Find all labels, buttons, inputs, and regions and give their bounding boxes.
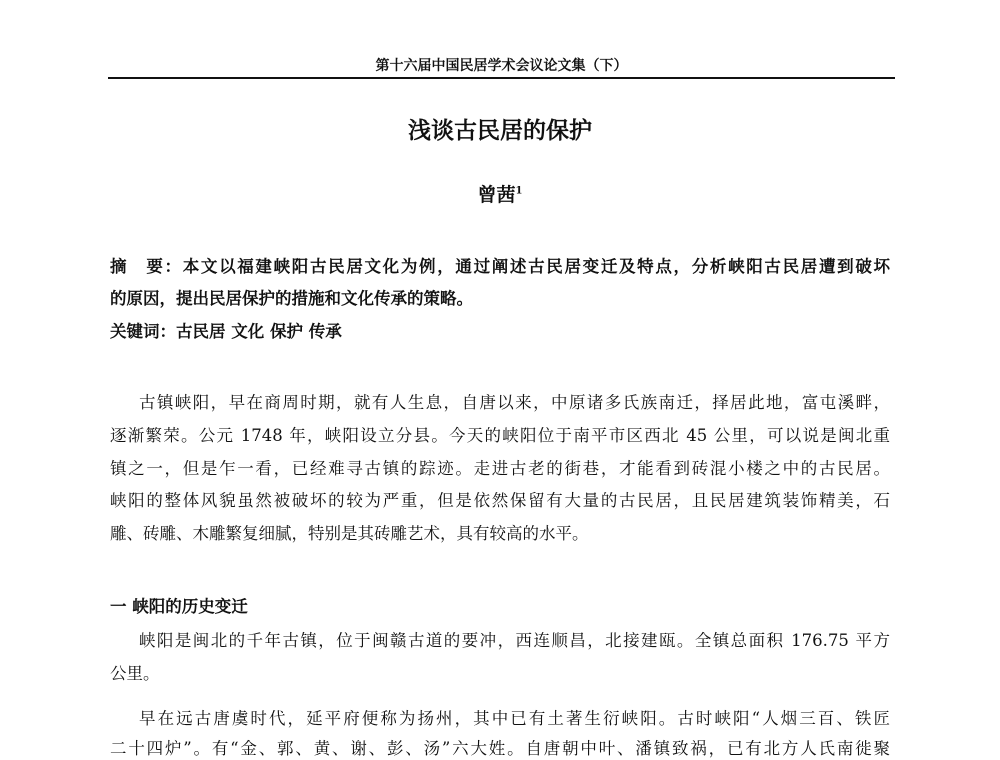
body-line: 早在远古唐虞时代，延平府便称为扬州，其中已有土著生衍峡阳。古时峡阳“人烟三百、铁匠 xyxy=(139,709,890,728)
body-line: 雕、砖雕、木雕繁复细腻，特别是其砖雕艺术，具有较高的水平。 xyxy=(110,524,589,543)
keywords-value: 古民居 文化 保护 传承 xyxy=(176,322,342,341)
keywords xyxy=(110,321,890,343)
author xyxy=(0,180,1000,207)
body-line: 镇之一，但是乍一看，已经难寻古镇的踪迹。走进古老的街巷，才能看到砖混小楼之中的古民居。 xyxy=(110,459,890,478)
running-header: 第十六届中国民居学术会议论文集（下） xyxy=(375,58,628,74)
body-line: 逐渐繁荣。公元 1748 年，峡阳设立分县。今天的峡阳位于南平市区西北 45 公里，可以说是闽北重 xyxy=(110,426,890,445)
header-rule xyxy=(108,77,895,79)
keywords-label: 关键词： xyxy=(110,322,176,341)
author-name: 曾茜 xyxy=(477,184,516,206)
section-heading: 一 峡阳的历史变迁 xyxy=(110,597,248,616)
body-line: 二十四炉”。有“金、郭、黄、谢、彭、汤”六大姓。自唐朝中叶、潘镇致祸，已有北方人氏南徙聚 xyxy=(110,739,890,758)
body-line: 古镇峡阳，早在商周时期，就有人生息，自唐以来，中原诸多氏族南迁，择居此地，富屯溪畔， xyxy=(139,393,890,412)
paper-title: 浅谈古民居的保护 xyxy=(408,118,592,144)
body-line: 峡阳是闽北的千年古镇，位于闽赣古道的要冲，西连顺昌，北接建瓯。全镇总面积 176.75 平方 xyxy=(139,631,890,650)
author-footnote-mark: 1 xyxy=(515,185,523,197)
abstract-line: 的原因，提出民居保护的措施和文化传承的策略。 xyxy=(110,289,473,308)
body-line: 公里。 xyxy=(110,664,160,683)
abstract-line xyxy=(110,256,890,278)
abstract-label: 摘 要： xyxy=(110,257,183,276)
abstract-text: 本文以福建峡阳古民居文化为例，通过阐述古民居变迁及特点，分析峡阳古民居遭到破坏 xyxy=(182,257,891,276)
body-line: 峡阳的整体风貌虽然被破坏的较为严重，但是依然保留有大量的古民居，且民居建筑装饰精美，石 xyxy=(110,491,890,510)
